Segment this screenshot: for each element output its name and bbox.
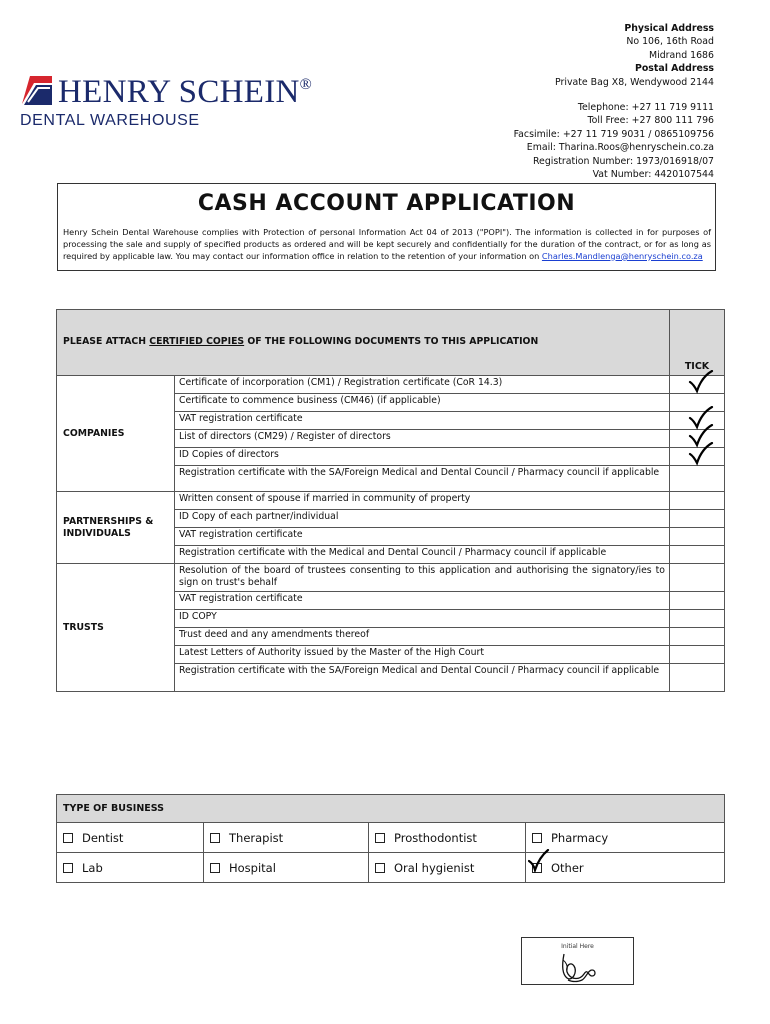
tick-cell[interactable] xyxy=(670,664,725,692)
telephone: Telephone: +27 11 719 9111 xyxy=(577,102,714,114)
document-label: Certificate to commence business (CM46) (if applicable) xyxy=(175,394,670,412)
business-option-label: Dentist xyxy=(82,830,124,845)
business-option-label: Prosthodontist xyxy=(394,830,477,845)
logo-mark-icon xyxy=(20,74,54,106)
initial-label: Initial Here xyxy=(561,943,594,950)
business-option-label: Lab xyxy=(82,860,103,875)
postal-address-line: Private Bag X8, Wendywood 2144 xyxy=(555,76,714,88)
business-option[interactable] xyxy=(57,853,204,883)
address-block xyxy=(514,22,714,181)
business-option[interactable] xyxy=(526,853,725,883)
tick-cell[interactable] xyxy=(670,510,725,528)
document-row xyxy=(57,564,725,592)
documents-table xyxy=(56,309,725,692)
physical-address-line: Midrand 1686 xyxy=(649,49,714,61)
documents-header-row xyxy=(57,310,725,376)
document-label: VAT registration certificate xyxy=(175,592,670,610)
document-label: Registration certificate with the Medical and Dental Council / Pharmacy council if applicable xyxy=(175,546,670,564)
document-label: Resolution of the board of trustees consenting to this application and authorising the signatory/ies to sign on trust's behalf xyxy=(175,564,670,592)
business-option[interactable] xyxy=(369,853,526,883)
company-logo xyxy=(20,74,340,134)
page-title: CASH ACCOUNT APPLICATION xyxy=(197,191,576,216)
business-option-label: Therapist xyxy=(229,830,284,845)
document-label: Certificate of incorporation (CM1) / Registration certificate (CoR 14.3) xyxy=(175,376,670,394)
popi-notice xyxy=(63,227,711,262)
tick-cell[interactable] xyxy=(670,546,725,564)
physical-address-heading: Physical Address xyxy=(624,23,714,34)
checkbox[interactable] xyxy=(210,863,220,873)
business-option[interactable] xyxy=(204,823,369,853)
vat-number: Vat Number: 4420107544 xyxy=(592,169,714,181)
document-label: ID Copy of each partner/individual xyxy=(175,510,670,528)
group-label: TRUSTS xyxy=(57,564,175,692)
tick-cell[interactable] xyxy=(670,528,725,546)
document-row xyxy=(57,376,725,394)
check-mark-icon xyxy=(528,849,550,873)
document-label: Latest Letters of Authority issued by the Master of the High Court xyxy=(175,646,670,664)
document-label: VAT registration certificate xyxy=(175,412,670,430)
document-label: Trust deed and any amendments thereof xyxy=(175,628,670,646)
document-label: ID Copies of directors xyxy=(175,448,670,466)
tick-column-header: TICK xyxy=(670,310,725,376)
popi-email-link[interactable]: Charles.Mandlenga@henryschein.co.za xyxy=(541,250,703,261)
registration-number: Registration Number: 1973/016918/07 xyxy=(532,155,714,167)
documents-header: PLEASE ATTACH CERTIFIED COPIES OF THE FOLLOWING DOCUMENTS TO THIS APPLICATION xyxy=(57,310,670,376)
document-label: Registration certificate with the SA/Foreign Medical and Dental Council / Pharmacy council if applicable xyxy=(175,466,670,492)
tick-mark-icon xyxy=(688,370,714,394)
business-option-label: Hospital xyxy=(229,860,276,875)
group-label: COMPANIES xyxy=(57,376,175,492)
business-option-label: Other xyxy=(551,860,584,875)
brand-name: HENRY SCHEIN® xyxy=(58,74,313,110)
business-option[interactable] xyxy=(526,823,725,853)
tick-cell[interactable] xyxy=(670,610,725,628)
document-label: ID COPY xyxy=(175,610,670,628)
checkbox[interactable] xyxy=(63,863,73,873)
tick-cell[interactable] xyxy=(670,564,725,592)
checkbox[interactable] xyxy=(63,833,73,843)
business-type-header: TYPE OF BUSINESS xyxy=(57,795,725,823)
initial-signature-icon xyxy=(558,950,600,984)
toll-free: Toll Free: +27 800 111 796 xyxy=(587,115,714,127)
popi-text: Henry Schein Dental Warehouse complies with Protection of personal Information Act 04 of 2013 ("POPI"). The information is collected in for purposes of processing the sale and supply of specified products as ordered and will be kept securely and confidentially for the duration of the contract, or for as long as required by applicable law. You may contact our information office in relation to the retention of your information on xyxy=(63,227,711,261)
business-type-table xyxy=(56,794,725,883)
tick-cell[interactable] xyxy=(670,448,725,466)
facsimile: Facsimile: +27 11 719 9031 / 0865109756 xyxy=(513,128,714,140)
tick-cell[interactable] xyxy=(670,592,725,610)
business-option-label: Pharmacy xyxy=(551,830,609,845)
checkbox[interactable] xyxy=(210,833,220,843)
title-box xyxy=(57,183,716,271)
document-label: List of directors (CM29) / Register of directors xyxy=(175,430,670,448)
document-row xyxy=(57,492,725,510)
tick-cell[interactable] xyxy=(670,466,725,492)
document-label: Written consent of spouse if married in community of property xyxy=(175,492,670,510)
business-option[interactable] xyxy=(369,823,526,853)
tick-cell[interactable] xyxy=(670,492,725,510)
tick-cell[interactable] xyxy=(670,628,725,646)
tick-mark-icon xyxy=(688,442,714,466)
checkbox[interactable] xyxy=(375,863,385,873)
checkbox[interactable] xyxy=(375,833,385,843)
tick-cell[interactable] xyxy=(670,376,725,394)
postal-address-heading: Postal Address xyxy=(635,63,714,75)
physical-address-line: No 106, 16th Road xyxy=(626,36,714,48)
document-label: Registration certificate with the SA/Foreign Medical and Dental Council / Pharmacy council if applicable xyxy=(175,664,670,692)
group-label: PARTNERSHIPS & INDIVIDUALS xyxy=(57,492,175,564)
initial-box[interactable] xyxy=(521,937,634,985)
tick-cell[interactable] xyxy=(670,646,725,664)
brand-subtitle: DENTAL WAREHOUSE xyxy=(20,112,200,129)
business-option-label: Oral hygienist xyxy=(394,860,475,875)
email: Email: Tharina.Roos@henryschein.co.za xyxy=(526,142,714,154)
business-option[interactable] xyxy=(57,823,204,853)
document-label: VAT registration certificate xyxy=(175,528,670,546)
checkbox[interactable] xyxy=(532,833,542,843)
business-option[interactable] xyxy=(204,853,369,883)
